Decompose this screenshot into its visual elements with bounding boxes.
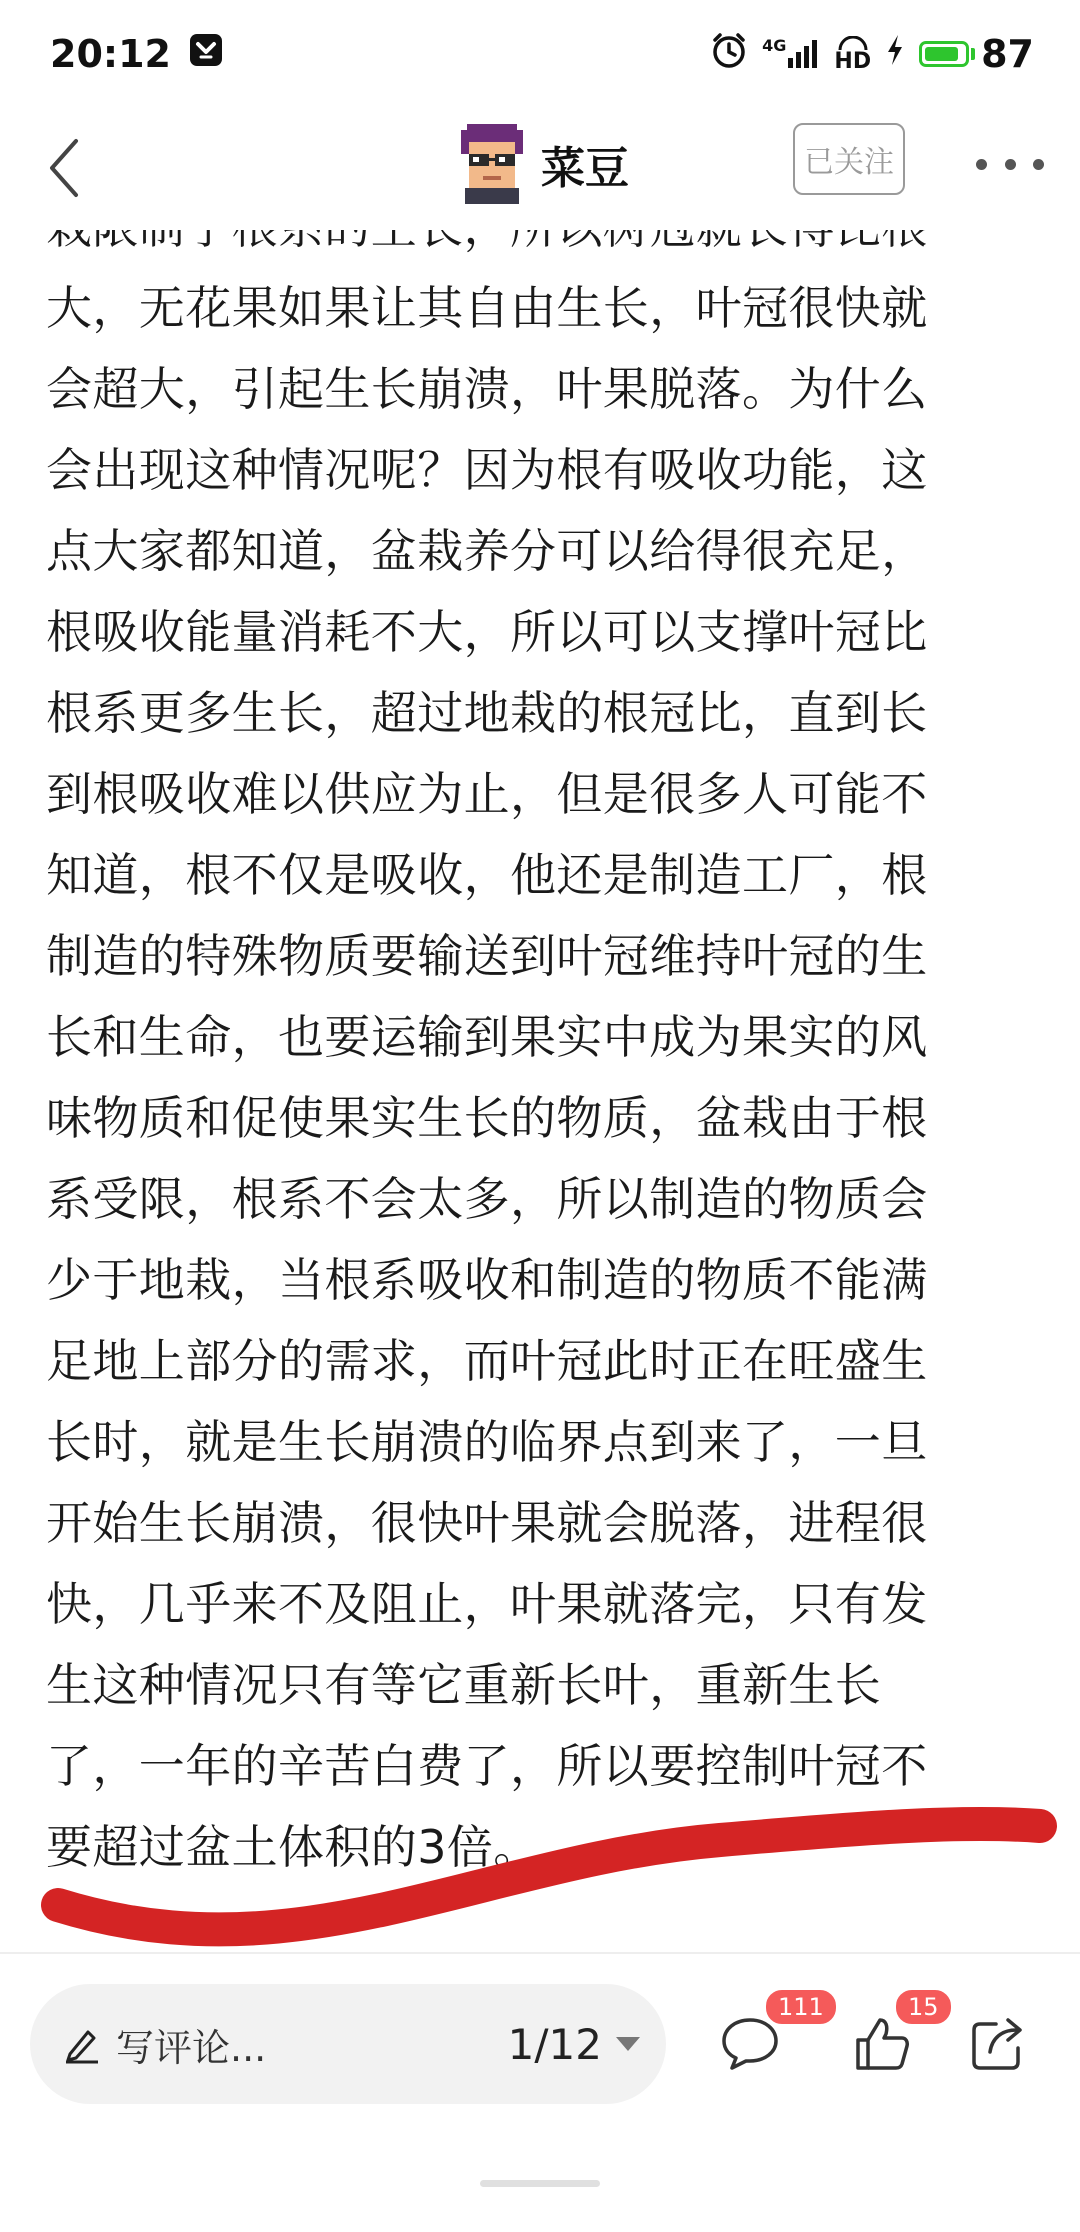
- battery-icon: [919, 41, 969, 67]
- content-line: 根吸收能量消耗不大，所以可以支撑叶冠比: [46, 605, 928, 659]
- post-header: [0, 108, 1080, 230]
- comments-button[interactable]: [716, 1993, 824, 2082]
- more-options-button[interactable]: [976, 134, 1044, 194]
- status-time: 20:12: [50, 32, 171, 76]
- content-line: 根系更多生长，超过地栽的根冠比，直到长: [46, 686, 928, 740]
- content-line: 了，一年的辛苦白费了，所以要控制叶冠不: [46, 1739, 928, 1793]
- content-line: 开始生长崩溃，很快叶果就会脱落，进程很: [46, 1496, 928, 1550]
- content-line: 要超过盆土体积的3倍。: [46, 1820, 540, 1874]
- network-type: 4G: [762, 36, 787, 55]
- status-bar: [0, 0, 1080, 108]
- more-dots-icon: [976, 159, 987, 170]
- content-line: 味物质和促使果实生长的物质，盆栽由于根: [46, 1091, 928, 1145]
- alarm-icon: [710, 31, 748, 78]
- hd-label: HD: [834, 49, 872, 74]
- author-info[interactable]: [455, 124, 629, 204]
- content-line: 生这种情况只有等它重新长叶，重新生长: [46, 1658, 882, 1712]
- content-line: 快，几乎来不及阻止，叶果就落完，只有发: [46, 1577, 928, 1631]
- post-content: [46, 187, 1040, 1888]
- like-button[interactable]: [848, 1993, 939, 2082]
- content-line: 点大家都知道，盆栽养分可以给得很充足，: [46, 524, 928, 578]
- page-indicator[interactable]: 1/12: [507, 2019, 602, 2069]
- comment-input[interactable]: [30, 1984, 666, 2104]
- content-line: 知道，根不仅是吸收，他还是制造工厂，根: [46, 848, 928, 902]
- charging-icon: [885, 32, 905, 76]
- status-left: [50, 32, 223, 76]
- comment-placeholder: 写评论...: [116, 2025, 267, 2070]
- comment-bubble-icon: [720, 2014, 780, 2074]
- battery-level: 87: [981, 32, 1034, 76]
- avatar[interactable]: [455, 124, 529, 204]
- back-button[interactable]: [24, 128, 104, 208]
- page-dropdown-icon[interactable]: [616, 2037, 640, 2051]
- content-line: 到根吸收难以供应为止，但是很多人可能不: [46, 767, 928, 821]
- battery-indicator: [919, 32, 1034, 76]
- content-line: 大，无花果如果让其自由生长，叶冠很快就: [46, 281, 928, 335]
- content-line: 足地上部分的需求，而叶冠此时正在旺盛生: [46, 1334, 928, 1388]
- home-indicator: [480, 2180, 600, 2187]
- content-line: 会超大，引起生长崩溃，叶果脱落。为什么: [46, 362, 928, 416]
- content-line: 长时，就是生长崩溃的临界点到来了，一旦: [46, 1415, 928, 1469]
- hd-voice-icon: [834, 36, 871, 72]
- notification-app-icon: [189, 32, 223, 76]
- cellular-signal-icon: [762, 38, 820, 70]
- follow-button[interactable]: 已关注: [793, 123, 905, 195]
- bottom-action-bar: [0, 1954, 1080, 2134]
- back-arrow-icon: [44, 137, 84, 199]
- content-line: 长和生命，也要运输到果实中成为果实的风: [46, 1010, 928, 1064]
- content-line: 制造的特殊物质要输送到叶冠维持叶冠的生: [46, 929, 928, 983]
- status-right: [696, 31, 1034, 78]
- comment-count-badge: 111: [764, 1988, 838, 2026]
- share-button[interactable]: [966, 2006, 1042, 2082]
- content-line: 会出现这种情况呢？因为根有吸收功能，这: [46, 443, 928, 497]
- red-highlight-stroke: [0, 1780, 1080, 1960]
- share-icon: [968, 2014, 1028, 2074]
- author-name[interactable]: 菜豆: [541, 143, 629, 194]
- like-count-badge: 15: [894, 1988, 953, 2026]
- pen-icon: [62, 2024, 102, 2064]
- content-line: 系受限，根系不会太多，所以制造的物质会: [46, 1172, 928, 1226]
- content-line: 少于地栽，当根系吸收和制造的物质不能满: [46, 1253, 928, 1307]
